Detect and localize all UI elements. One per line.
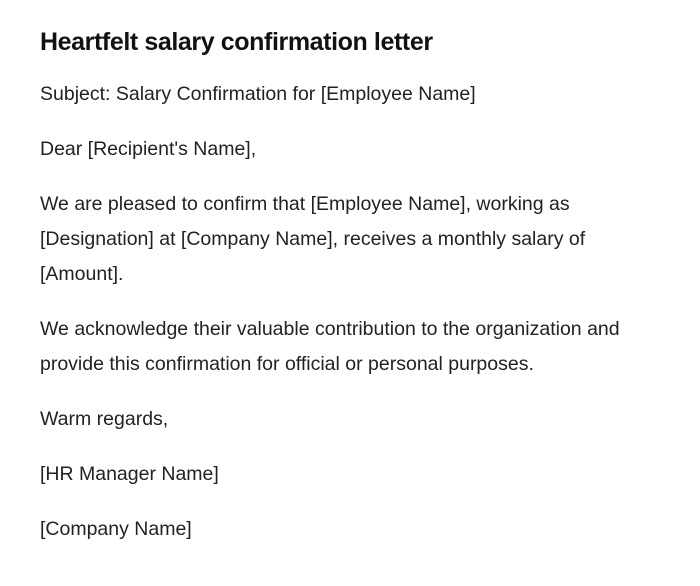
body-paragraph: We acknowledge their valuable contribution to the organization and provide this confirmation for official or personal purposes. bbox=[40, 318, 620, 375]
body-paragraph: We are pleased to confirm that [Employee Name], working as [Designation] at [Company Name], receives a monthly salary of [Amount]. bbox=[40, 193, 586, 285]
letter-title: Heartfelt salary confirmation letter bbox=[40, 28, 433, 56]
salutation: Dear [Recipient's Name], bbox=[40, 138, 257, 160]
closing: Warm regards, bbox=[40, 408, 169, 430]
signer-company: [Company Name] bbox=[40, 518, 192, 540]
subject-line: Subject: Salary Confirmation for [Employee Name] bbox=[40, 83, 476, 105]
signer-name: [HR Manager Name] bbox=[40, 463, 219, 485]
